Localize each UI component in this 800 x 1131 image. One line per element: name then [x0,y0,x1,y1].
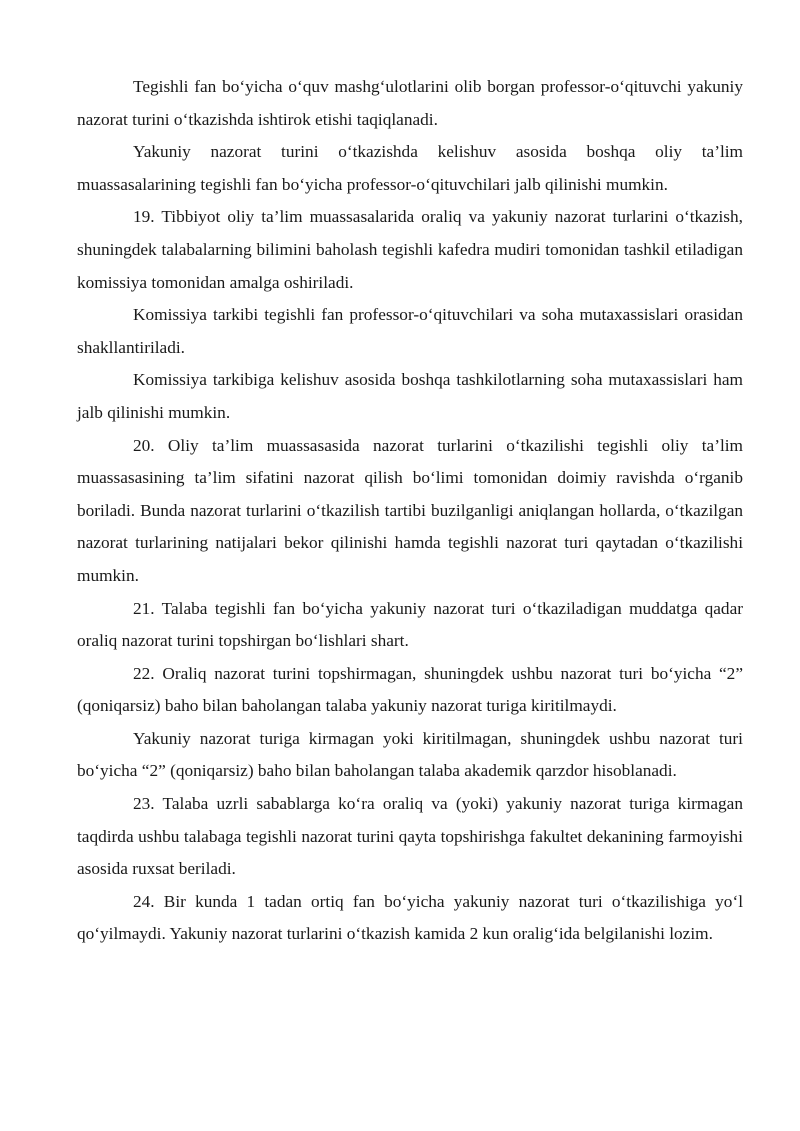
paragraph-8: 22. Oraliq nazorat turini topshirmagan, shuningdek ushbu nazorat turi bo‘yicha “2” (qoniqarsiz) baho bilan baholangan talaba yakuniy nazorat turiga kiritilmaydi. [77,663,743,716]
paragraph-2: Yakuniy nazorat turini o‘tkazishda kelishuv asosida boshqa oliy ta’lim muassasalarining tegishli fan bo‘yicha professor-o‘qituvchilari jalb qilinishi mumkin. [77,142,743,194]
paragraph-5: Komissiya tarkibiga kelishuv asosida boshqa tashkilotlarning soha mutaxassislari ham jalb qilinishi mumkin. [77,370,743,422]
paragraph-4: Komissiya tarkibi tegishli fan professor-o‘qituvchilari va soha mutaxassislari orasidan shakllantiriladi. [77,305,743,357]
paragraph-3: 19. Tibbiyot oliy ta’lim muassasalarida oraliq va yakuniy nazorat turlarini o‘tkazish, shuningdek talabalarning bilimini baholash tegishli kafedra mudiri tomonidan tashkil etiladigan komissiya tomonidan amalga oshiriladi. [77,207,743,292]
paragraph-9: Yakuniy nazorat turiga kirmagan yoki kiritilmagan, shuningdek ushbu nazorat turi bo‘yicha “2” (qoniqarsiz) baho bilan baholangan talaba akademik qarzdor hisoblanadi. [77,728,743,781]
paragraph-6: 20. Oliy ta’lim muassasasida nazorat turlarini o‘tkazilishi tegishli oliy ta’lim muassasasining ta’lim sifatini nazorat qilish bo‘limi tomonidan doimiy ravishda o‘rganib boriladi. Bunda nazorat turlarini o‘tkazilish tartibi buzilganligi aniqlangan hollarda, o‘tkazilgan nazorat turlarining natijalari bekor qilinishi hamda tegishli nazorat turi qaytadan o‘tkazilishi mumkin. [77,435,743,585]
document-body [77,71,743,951]
paragraph-10: 23. Talaba uzrli sabablarga ko‘ra oraliq va (yoki) yakuniy nazorat turiga kirmagan taqdirda ushbu talabaga tegishli nazorat turini qayta topshirishga fakultet dekanining farmoyishi asosida ruxsat beriladi. [77,794,743,879]
paragraph-1: Tegishli fan bo‘yicha o‘quv mashg‘ulotlarini olib borgan professor-o‘qituvchi yakuniy nazorat turini o‘tkazishda ishtirok etishi taqiqlanadi. [77,77,743,129]
paragraph-11: 24. Bir kunda 1 tadan ortiq fan bo‘yicha yakuniy nazorat turi o‘tkazilishiga yo‘l qo‘yilmaydi. Yakuniy nazorat turlarini o‘tkazish kamida 2 kun oralig‘ida belgilanishi lozim. [77,891,743,944]
paragraph-7: 21. Talaba tegishli fan bo‘yicha yakuniy nazorat turi o‘tkaziladigan muddatga qadar oraliq nazorat turini topshirgan bo‘lishlari shart. [77,598,743,651]
